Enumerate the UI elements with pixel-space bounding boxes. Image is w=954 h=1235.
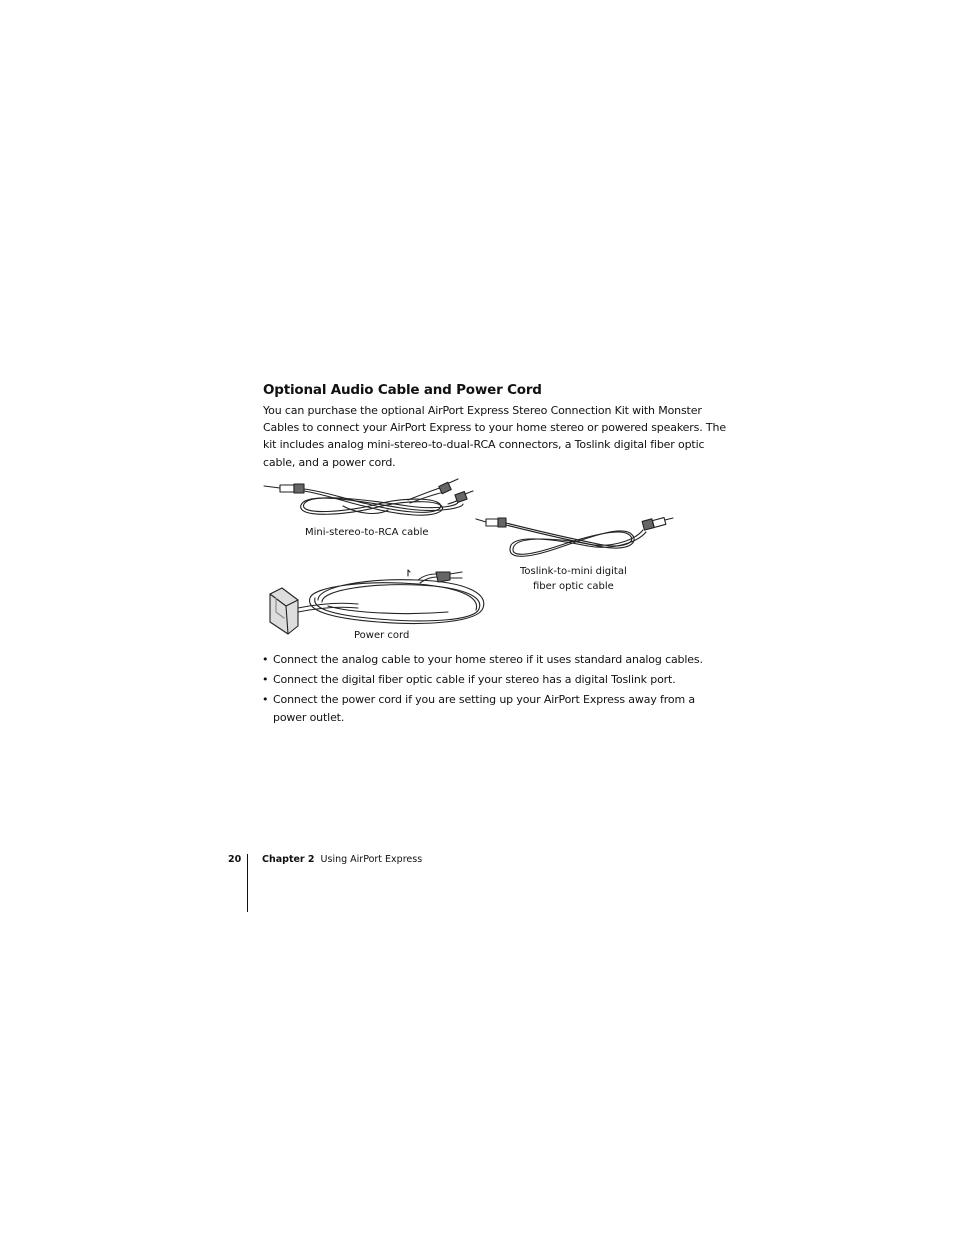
bullet-marker: • (262, 673, 269, 687)
intro-line: cable, and a power cord. (263, 455, 396, 469)
caption-line: fiber optic cable (532, 581, 614, 592)
mini-stereo-to-rca-cable-drawing (264, 479, 473, 515)
intro-paragraph (263, 402, 726, 471)
list-item (262, 691, 707, 725)
caption-toslink (520, 564, 627, 594)
bullet-list (262, 651, 707, 729)
footer-divider (247, 854, 248, 912)
bullet-marker: • (262, 693, 269, 707)
bullet-text: Connect the power cord if you are setting up your AirPort Express away from a (273, 693, 695, 707)
section-heading: Optional Audio Cable and Power Cord (263, 382, 542, 398)
intro-line: Cables to connect your AirPort Express to your home stereo or powered speakers. The (263, 421, 726, 435)
list-item (262, 651, 707, 668)
cables-illustration (258, 476, 698, 646)
caption-power-cord (354, 628, 409, 643)
page-number: 20 (228, 854, 242, 865)
bullet-marker: • (262, 653, 269, 666)
chapter-footer (262, 854, 422, 865)
list-item (262, 671, 707, 688)
caption-line: Power cord (354, 630, 410, 641)
caption-mini-stereo-to-rca (305, 525, 429, 540)
power-cord-drawing (270, 570, 484, 634)
caption-line: Mini-stereo-to-RCA cable (305, 527, 429, 538)
intro-line: kit includes analog mini-stereo-to-dual-RCA connectors, a Toslink digital fiber optic (263, 438, 705, 452)
bullet-text: Connect the analog cable to your home stereo if it uses standard analog cables. (273, 653, 703, 666)
chapter-label: Chapter 2 (262, 854, 315, 865)
bullet-text: Connect the digital fiber optic cable if your stereo has a digital Toslink port. (273, 673, 676, 687)
chapter-title: Using AirPort Express (320, 854, 423, 865)
toslink-cable-drawing (476, 518, 673, 557)
caption-line: Toslink-to-mini digital (520, 566, 627, 577)
bullet-text: power outlet. (273, 710, 345, 724)
intro-line: You can purchase the optional AirPort Express Stereo Connection Kit with Monster (263, 404, 702, 417)
